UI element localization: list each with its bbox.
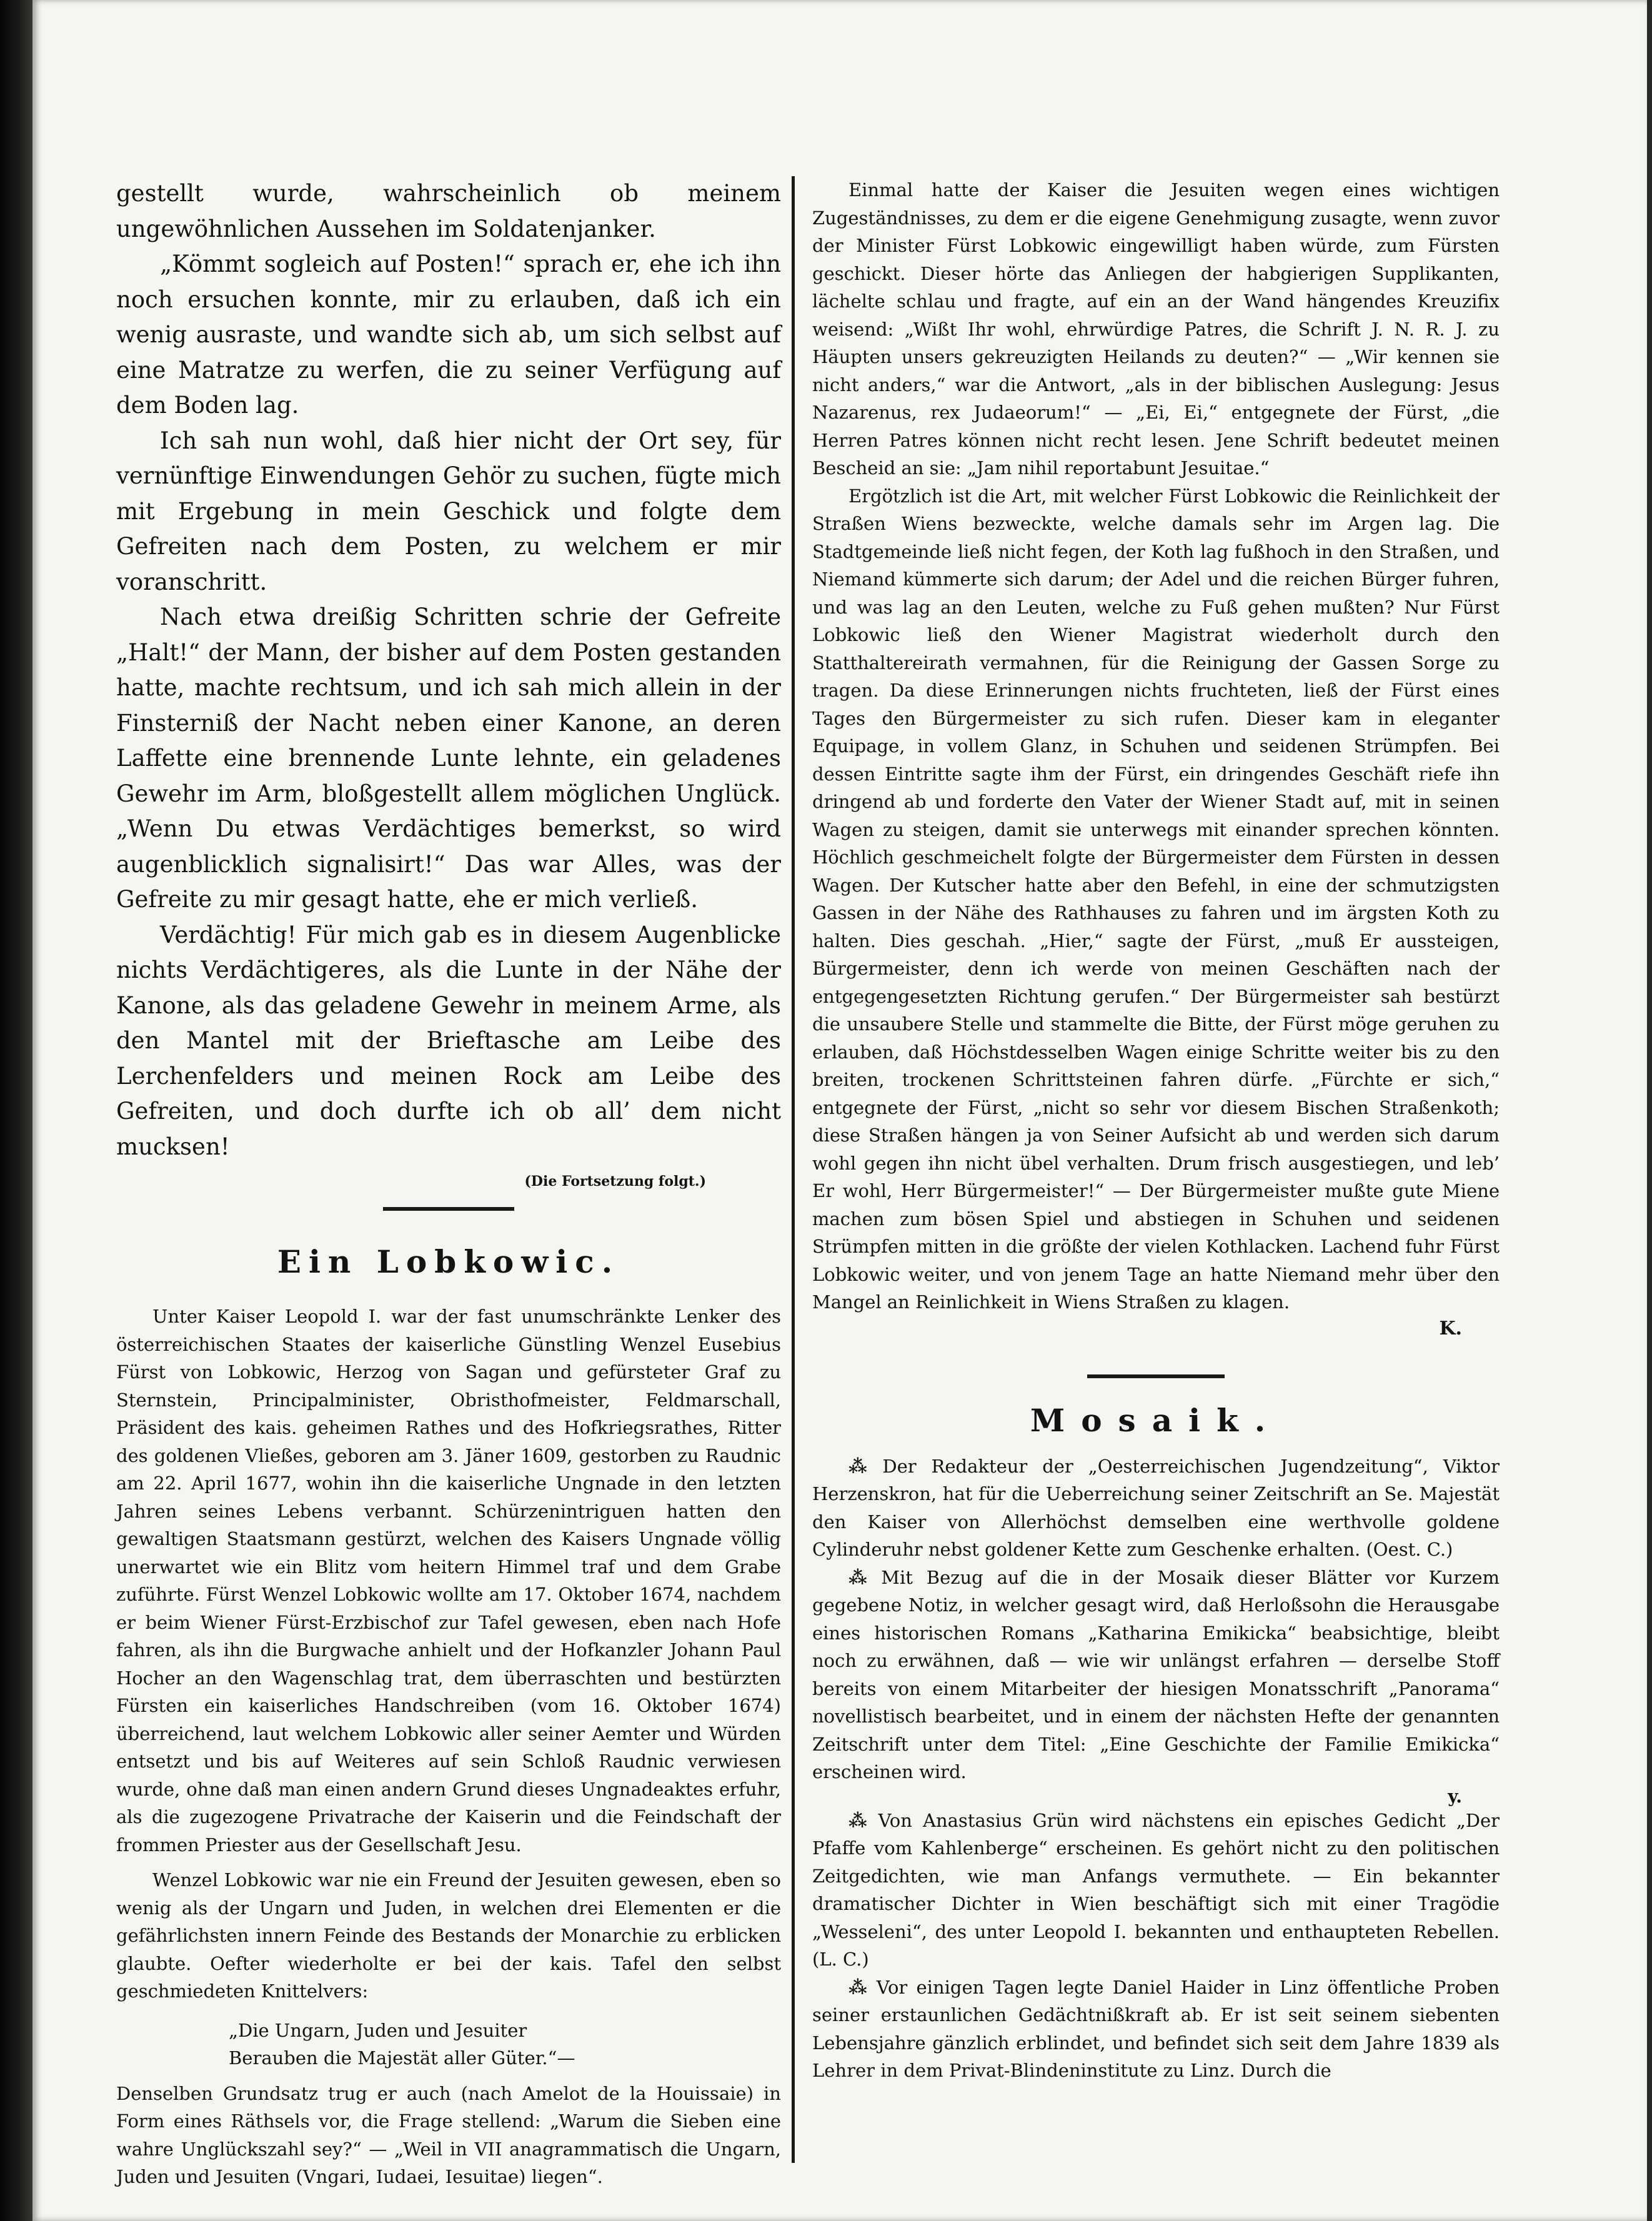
scan-left-edge	[0, 0, 32, 2221]
author-signature: K.	[1439, 1317, 1462, 1339]
mosaik-item-3-text: Von Anastasius Grün wird nächstens ein episches Gedicht „Der Pfaffe vom Kahlenberge“ erscheinen. Es gehört nicht zu den politischen Zeitgedichten, wie man Anfangs vermuthete. — Ein bekannter dramatischer Dichter in Wien beschäftigt sich mit einer Tragödie „Wesseleni“, des unter Leopold I. bekannten und enthaupteten Rebellen. (L. C.)	[812, 1809, 1500, 1970]
lobkowic-paragraph-5: Ergötzlich ist die Art, mit welcher Fürst Lobkowic die Reinlichkeit der Straßen Wiens bezweckte, welche damals sehr im Argen lag. Die Stadtgemeinde ließ nicht fegen, der Koth lag fußhoch in den Straßen, und Niemand kümmerte sich darum; der Adel und die reichen Bürger fuhren, und was lag an den Leuten, welche zu Fuß gehen mußten? Nur Fürst Lobkowic ließ den Wiener Magistrat wiederholt durch den Statthaltereirath vermahnen, für die Reinigung der Gassen Sorge zu tragen. Da diese Erinnerungen nichts fruchteten, ließ der Fürst eines Tages den Bürgermeister zu sich rufen. Dieser kam in eleganter Equipage, in vollem Glanz, in Schuhen und seidenen Strümpfen. Bei dessen Eintritte sagte ihm der Fürst, ein dringendes Geschäft riefe ihn dringend ab und forderte den Vater der Wiener Stadt auf, mit in seinen Wagen zu steigen, damit sie unterwegs mit einander sprechen könnten. Höchlich geschmeichelt folgte der Bürgermeister dem Fürsten in dessen Wagen. Der Kutscher hatte aber den Befehl, in eine der schmutzigsten Gassen in der Nähe des Rathhauses zu fahren und im ärgsten Koth zu halten. Dies geschah. „Hier,“ sagte der Fürst, „muß Er aussteigen, Bürgermeister, denn ich werde von meinen Geschäften nach der entgegengesetzten Richtung gerufen.“ Der Bürgermeister sah bestürzt die unsaubere Stelle und stammelte die Bitte, der Fürst möge geruhen zu erlauben, daß Höchstdesselben Wagen einige Schritte weiter bis zu den breiten, trockenen Schrittsteinen fahren dürfe. „Fürchte er sich,“ entgegnete der Fürst, „nicht so sehr vor diesem Bischen Straßenkoth; diese Straßen hängen ja von Seiner Aufsicht ab und werden sich darum wohl gegen ihn nicht übel verhalten. Drum frisch ausgestiegen, und leb’ Er wohl, Herr Bürgermeister!“ — Der Bürgermeister mußte gute Miene machen zum bösen Spiel und abstiegen in Schuhen und seidenen Strümpfen mitten in die größte der vielen Kothlacken. Lachend fuhr Fürst Lobkowic weiter, und von jenem Tage an hatte Niemand mehr über den Mangel an Reinlichkeit in Wiens Straßen zu klagen.	[812, 485, 1500, 1313]
asterism-icon: ⁂	[848, 1566, 875, 1588]
mosaik-item-1-text: Der Redakteur der „Oesterreichischen Jugendzeitung“, Viktor Herzenskron, hat für die Ueberreichung seiner Zeitschrift an Se. Majestät den Kaiser von Allerhöchst demselben eine werthvolle goldene Cylinderuhr nebst goldener Kette zum Geschenke erhalten. (Oest. C.)	[812, 1455, 1500, 1560]
lobkowic-paragraph-1: Unter Kaiser Leopold I. war der fast unumschränkte Lenker des österreichischen Staates der kaiserliche Günstling Wenzel Eusebius Fürst von Lobkowic, Herzog von Sagan und gefürsteter Graf zu Sternstein, Principalminister, Obristhofmeister, Feldmarschall, Präsident des kais. geheimen Rathes und des Hofkriegsrathes, Ritter des goldenen Vließes, geboren am 3. Jäner 1609, gestorben zu Raudnic am 22. April 1677, wohin ihn die kaiserliche Ungnade in den letzten Jahren seines Lebens verbannt. Schürzenintriguen hatten den gewaltigen Staatsmann gestürzt, welchen des Kaisers Ungnade völlig unerwartet wie ein Blitz vom heitern Himmel traf und dem Grabe zuführte. Fürst Wenzel Lobkowic wollte am 17. Oktober 1674, nachdem er beim Wiener Fürst-Erzbischof zur Tafel gewesen, eben nach Hofe fahren, als ihn die Burgwache anhielt und der Hofkanzler Johann Paul Hocher an den Wagenschlag trat, dem überraschten und bestürzten Fürsten ein kaiserliches Handschreiben (vom 16. Oktober 1674) überreichend, laut welchem Lobkowic aller seiner Aemter und Würden entsetzt und bis auf Weiteres auf sein Schloß Raudnic verwiesen wurde, ohne daß man einen andern Grund dieses Ungnadeaktes erfuhr, als die zugezogene Privatrache der Kaiserin und die Feindschaft der frommen Priester aus der Gesellschaft Jesu.	[116, 1306, 781, 1856]
mosaik-item-2	[812, 1564, 1500, 1786]
verse-line-1: „Die Ungarn, Juden und Jesuiter	[229, 2019, 527, 2041]
lobkowic-paragraph-3: Denselben Grundsatz trug er auch (nach Amelot de la Houissaie) in Form eines Räthsels vor, die Frage stellend: „Warum die Sieben eine wahre Unglückszahl sey?“ — „Weil in VII anagrammatisch die Ungarn, Juden und Jesuiten (Vngari, Iudaei, Iesuitae) liegen“.	[116, 2082, 781, 2187]
lobkowic-paragraph-2: Wenzel Lobkowic war nie ein Freund der Jesuiten gewesen, eben so wenig als der Ungarn und Juden, in welchen drei Elementen er die gefährlichsten innern Feinde des Bestands der Monarchie zu erblicken glaubte. Oefter wiederholte er bei der kais. Tafel den selbst geschmiedeten Knittelvers:	[116, 1869, 781, 2002]
mosaik-item-3	[812, 1807, 1500, 1974]
column-divider	[792, 176, 795, 2163]
asterism-icon: ⁂	[848, 1809, 872, 1831]
story-paragraph-2: „Kömmt sogleich auf Posten!“ sprach er, ehe ich ihn noch ersuchen konnte, mir zu erlauben, daß ich ein wenig ausraste, und wandte sich ab, um sich selbst auf eine Matratze zu werfen, die zu seiner Verfügung auf dem Boden lag.	[116, 251, 781, 419]
mosaik-signature: y.	[1448, 1786, 1462, 1807]
right-column	[812, 176, 1500, 2085]
section-rule	[383, 1207, 514, 1211]
mosaik-item-4	[812, 1974, 1500, 2085]
continuation-note: (Die Fortsetzung folgt.)	[524, 1173, 706, 1190]
story-paragraph-5: Verdächtig! Für mich gab es in diesem Augenblicke nichts Verdächtigeres, als die Lunte in der Nähe der Kanone, als das geladene Gewehr in meinem Arme, als den Mantel mit der Brieftasche am Leibe des Lerchenfelders und meinen Rock am Leibe des Gefreiten, und doch durfte ich ob all’ dem nicht mucksen!	[116, 921, 781, 1160]
lobkowic-paragraph-4: Einmal hatte der Kaiser die Jesuiten wegen eines wichtigen Zugeständnisses, zu dem er die eigene Genehmigung zusagte, wenn zuvor der Minister Fürst Lobkowic eingewilligt haben würde, zum Fürsten geschickt. Dieser hörte das Anliegen der habgierigen Supplikanten, lächelte schlau und fragte, auf ein an der Wand hängendes Kreuzifix weisend: „Wißt Ihr wohl, ehrwürdige Patres, die Schrift J. N. R. J. zu Häupten unsers gekreuzigten Heilands zu deuten?“ — „Wir kennen sie nicht anders,“ war die Antwort, „als in der biblischen Auslegung: Jesus Nazarenus, rex Judaeorum!“ — „Ei, Ei,“ entgegnete der Fürst, „die Herren Patres können nicht recht lesen. Jene Schrift bedeutet meinen Bescheid an sie: „Jam nihil reportabunt Jesuitae.“	[812, 179, 1500, 479]
story-paragraph-3: Ich sah nun wohl, daß hier nicht der Ort sey, für vernünftige Einwendungen Gehör zu suchen, fügte mich mit Ergebung in mein Geschick und folgte dem Gefreiten nach dem Posten, zu welchem er mir voranschritt.	[116, 427, 781, 595]
story-paragraph-4: Nach etwa dreißig Schritten schrie der Gefreite „Halt!“ der Mann, der bisher auf dem Posten gestanden hatte, machte rechtsum, und ich sah mich allein in der Finsterniß der Nacht neben einer Kanone, an deren Laffette eine brennende Lunte lehnte, ein geladenes Gewehr im Arm, bloßgestellt allem möglichen Unglück. „Wenn Du etwas Verdächtiges bemerkst, so wird augenblicklich signalisirt!“ Das war Alles, was der Gefreite zu mir gesagt hatte, ehe er mich verließ.	[116, 604, 781, 913]
left-column	[116, 176, 781, 2191]
mosaik-item-4-text: Vor einigen Tagen legte Daniel Haider in Linz öffentliche Proben seiner erstaunlichen Gedächtnißkraft ab. Er ist seit seinem siebenten Lebensjahre gänzlich erblindet, und befindet sich seit dem Jahre 1839 als Lehrer in dem Privat-Blindeninstitute zu Linz. Durch die	[812, 1976, 1500, 2081]
knittelvers	[229, 2017, 781, 2072]
verse-line-2: Berauben die Majestät aller Güter.“—	[229, 2047, 575, 2069]
mosaik-section-title: Mosaik.	[1030, 1401, 1282, 1439]
mosaik-item-1	[812, 1453, 1500, 1564]
mosaik-item-2-text: Mit Bezug auf die in der Mosaik dieser Blätter vor Kurzem gegebene Notiz, in welcher gesagt wird, daß Herloßsohn die Herausgabe eines historischen Romans „Katharina Emikicka“ beabsichtige, bleibt noch zu erwähnen, daß — wie wir unlängst erfahren — derselbe Stoff bereits von einem Mitarbeiter der hiesigen Monatsschrift „Panorama“ novellistisch bearbeitet, und in einem der nächsten Hefte der genannten Zeitschrift unter dem Titel: „Eine Geschichte der Familie Emikicka“ erscheinen wird.	[812, 1566, 1500, 1782]
lobkowic-section-title: Ein Lobkowic.	[277, 1243, 620, 1280]
asterism-icon: ⁂	[848, 1455, 877, 1477]
newspaper-page	[32, 0, 1647, 2221]
story-paragraph-1: gestellt wurde, wahrscheinlich ob meinem ungewöhnlichen Aussehen im Soldatenjanker.	[116, 180, 781, 242]
asterism-icon: ⁂	[848, 1976, 870, 1998]
section-rule-right	[1087, 1374, 1225, 1378]
